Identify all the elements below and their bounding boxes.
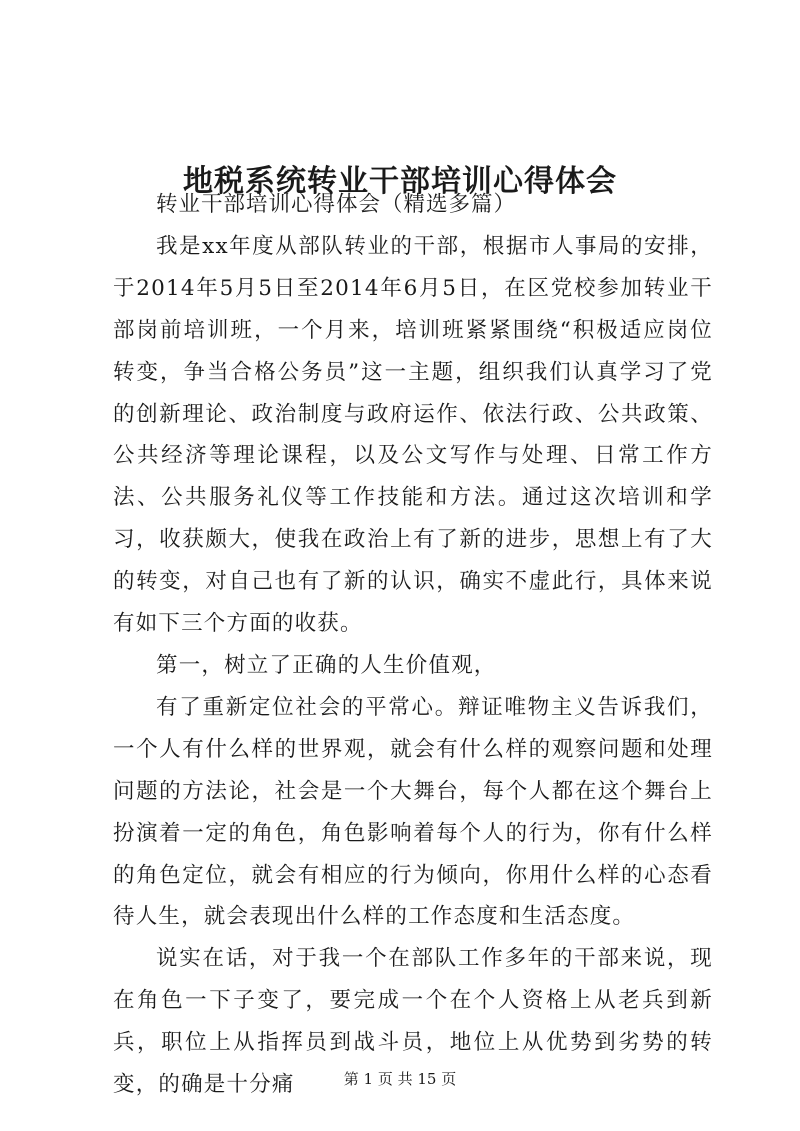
body-paragraph: 说实在话，对于我一个在部队工作多年的干部来说，现在角色一下子变了，要完成一个在个人资格上从老兵到新兵，职位上从指挥员到战斗员，地位上从优势到劣势的转变，的确是十分痛 bbox=[113, 946, 713, 1098]
body-paragraph: 有了重新定位社会的平常心。辩证唯物主义告诉我们，一个人有什么样的世界观，就会有什么样的观察问题和处理问题的方法论，社会是一个大舞台，每个人都在这个舞台上扮演着一定的角色，角色影响着每个人的行为，你有什么样的角色定位，就会有相应的行为倾向，你用什么样的心态看待人生，就会表现出什么样的工作态度和生活态度。 bbox=[113, 694, 713, 930]
document-body bbox=[113, 184, 713, 1106]
page-number: 第 1 页 共 15 页 bbox=[343, 1070, 457, 1088]
subtitle-paragraph: 转业干部培训心得体会（精选多篇） bbox=[156, 192, 517, 217]
body-paragraph: 第一，树立了正确的人生价值观， bbox=[156, 652, 497, 678]
body-paragraph: 我是xx年度从部队转业的干部，根据市人事局的安排，于2014年5月5日至2014年6月5日，在区党校参加转业干部岗前培训班，一个月来，培训班紧紧围绕“积极适应岗位转变，争当合格公务员”这一主题，组织我们认真学习了党的创新理论、政治制度与政府运作、依法行政、公共政策、公共经济等理论课程，以及公文写作与处理、日常工作方法、公共服务礼仪等工作技能和方法。通过这次培训和学习，收获颇大，使我在政治上有了新的进步，思想上有了大的转变，对自己也有了新的认识，确实不虚此行，具体来说有如下三个方面的收获。 bbox=[113, 233, 713, 637]
document-title: 地税系统转业干部培训心得体会 bbox=[183, 164, 617, 200]
